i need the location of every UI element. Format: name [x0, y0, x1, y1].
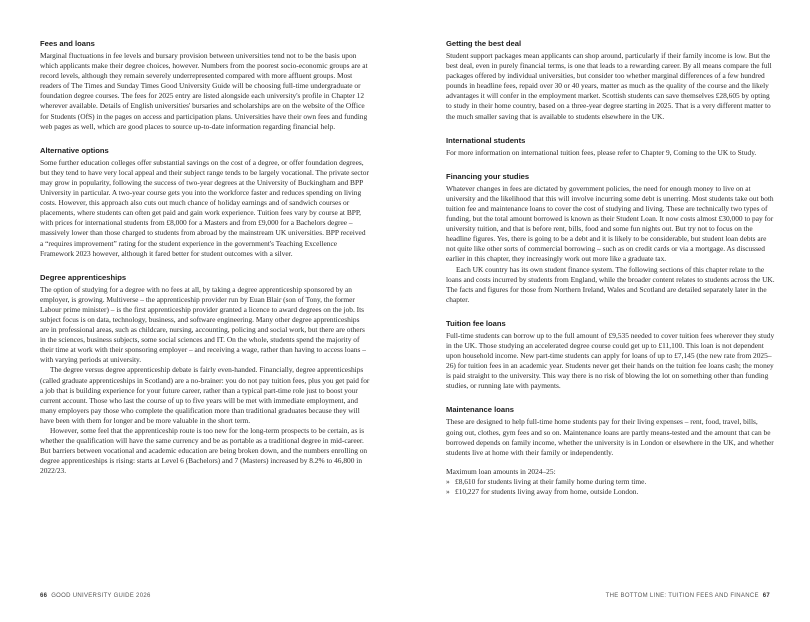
- section-financing-your-studies: [446, 171, 776, 305]
- section-getting-the-best-deal: [446, 38, 776, 122]
- section-international-students: [446, 135, 776, 158]
- bullet-marker: »: [446, 476, 450, 486]
- section-heading: Getting the best deal: [446, 39, 522, 48]
- section-degree-apprenticeships: [40, 272, 370, 477]
- running-footer: THE BOTTOM LINE: TUITION FEES AND FINANCE: [605, 593, 759, 599]
- body-paragraph: Whatever changes in fees are dictated by government policies, the need for enough money to live on at university and the likelihood that this will involve incurring some debt is unerring. Most students take out both tuition fee and maintenance loans to cover the cost of studying and living. These are technically two types of funding, but the total amount borrowed is known as their Student Loan. It now costs almost £30,000 to pay for university tuition, and that is before rent, bills, food and some fun nights out. But try not to focus on the headline figures. Yes, there is going to be a debt and it is likely to be considerable, but student loan debts are not quite like other sorts of commercial borrowing – such as on credit cards or via a mortgage. As discussed earlier in this chapter, they increasingly work out more like a graduate tax.: [446, 183, 774, 264]
- body-paragraph: Marginal fluctuations in fee levels and bursary provision between universities tend not to be the basis upon which applicants make their degree choices, however. Numbers from the poorest socio-economic groups are at record levels, although they remain severely underrepresented compared with more affluent groups. Most readers of The Times and Sunday Times Good University Guide will be choosing full-time undergraduate or foundation degree courses. The fees for 2025 entry are listed alongside each university's profile in Chapter 12 wherever available. Details of English universities' bursaries and scholarships are on the website of the Office for Students (OfS) in the pages on access and participation plans. Universities have their own fees and funding web pages as well, which are good places to source up-to-date information regarding financial help.: [40, 51, 368, 131]
- list-intro: Maximum loan amounts in 2024–25:: [446, 466, 556, 476]
- body-paragraph: For more information on international tuition fees, please refer to Chapter 9, Coming to the UK to Study.: [446, 147, 757, 157]
- body-paragraph: Student support packages mean applicants can shop around, particularly if their family income is low. But the best deal, even in purely financial terms, is one that leads to a rewarding career. By all means compare the full packages offered by individual universities, but consider too whether marginal differences of a few hundred pounds in headline fees, repaid over 30 or 40 years, matter as much as the quality of the course and the likely advantages it will confer in the employment market. Scottish students can save themselves £28,605 by opting to study in their home country, based on a three-year degree starting in 2025. That is a very different matter to the much smaller saving that is available to students elsewhere in the UK.: [446, 51, 772, 121]
- bullet-marker: »: [446, 487, 450, 496]
- list-item: [446, 487, 776, 497]
- list-item: [446, 477, 776, 487]
- section-heading: Alternative options: [40, 145, 109, 155]
- body-paragraph: Full-time students can borrow up to the full amount of £9,535 needed to cover tuition fees wherever they study in the UK. Those studying an accelerated degree course could get up to £11,100. This loan is not dependent upon household income. New part-time students can apply for loans of up to £7,145 (the new rate from 2025–26) for tuition fees in an academic year. Students never get their hands on the tuition fee loans cash; the money is paid straight to the university. This way there is no risk of blowing the lot on something other than funding studies, or running late with payments.: [446, 330, 775, 391]
- section-alternative-options: [40, 145, 370, 259]
- section-tuition-fee-loans: [446, 318, 776, 392]
- page-number: 66: [40, 593, 48, 599]
- right-footer: [606, 593, 770, 599]
- body-paragraph: The option of studying for a degree with no fees at all, by taking a degree apprenticeship sponsored by an employer, is growing. Multiverse – the apprenticeship provider run by Euan Blair (son of Tony, the former Labour prime minister) – is the first apprenticeship provider granted a licence to award degrees on the job. Its subject focus is on data, technology, business, and software engineering. Many other degree apprenticeships are in professional areas, such as childcare, nursing, accounting, policing and social work, but there are others in the sciences, business subjects, some social sciences and IT. On the whole, students spend the majority of their time at work with their sponsoring employer – and receiving a wage, rather than having to access loans – with varying periods at university.: [40, 284, 366, 365]
- body-paragraph: Each UK country has its own student finance system. The following sections of this chapter relate to the loans and costs incurred by students from England, while the broader content relates to students across the UK. The facts and figures for those from Northern Ireland, Wales and Scotland are detailed separately later in the chapter.: [446, 264, 775, 304]
- section-heading: Maintenance loans: [446, 405, 514, 415]
- left-page: [40, 38, 370, 489]
- section-heading: Degree apprenticeships: [40, 272, 127, 282]
- section-maintenance-loans: [446, 404, 776, 497]
- section-heading: Financing your studies: [446, 171, 530, 181]
- section-heading: Tuition fee loans: [446, 318, 506, 328]
- section-heading: International students: [446, 135, 526, 145]
- right-page: [446, 38, 776, 510]
- body-paragraph: However, some feel that the apprenticeship route is too new for the long-term prospects to be certain, as is whether the qualification will have the same currency and be as portable as a traditional degree in mid-career. But barriers between vocational and academic education are being broken down, and the numbers enrolling on degree apprenticeships is rising: starts at Level 6 (Bachelors) and 7 (Masters) increased by 8.2% to 46,800 in 2022/23.: [40, 426, 368, 476]
- body-paragraph: Some further education colleges offer substantial savings on the cost of a degree, or offer foundation degrees, but they tend to have very local appeal and their subject range tends to be largely vocational. The private sector may grow in popularity, following the success of two-year degrees at the University of Buckingham and BPP University in particular. A two-year course gets you into the workforce faster and reduces spending on living costs. However, this approach also cuts out much chance of holiday earnings and of sandwich courses or placements, where students can often get paid and gain work experience. Tuition fees vary by course at BPP, with prices for international students from £8,000 for a Masters and from £9,000 for a Bachelors degree – massively lower than those charged to students from abroad by the mainstream UK universities. BPP received a “requires improvement” rating for the student experience in the government's Teaching Excellence Framework 2023 however, although it fared better for student outcomes with a silver.: [40, 157, 369, 258]
- list-item-text: £8,610 for students living at their family home during term time.: [455, 476, 647, 486]
- list-item-text: £10,227 for students living away from home, outside London.: [455, 487, 639, 496]
- body-paragraph: The degree versus degree apprenticeship debate is fairly even-handed. Financially, degree apprenticeships (called graduate apprenticeships in Scotland) are a no-brainer: you do not pay tuition fees, plus you get paid for a job that is building experience for your future career, rather than a typical part-time role just to boost your current account. Those who last the course of up to five years will be met with immediate employment, and many employers pay those who complete the qualification more than traditional graduates because they will have been with them for longer and be more valuable in the short term.: [40, 365, 370, 425]
- page-number: 67: [762, 593, 770, 599]
- section-fees-and-loans: [40, 38, 370, 132]
- left-footer: [40, 593, 151, 599]
- running-footer: GOOD UNIVERSITY GUIDE 2026: [51, 593, 151, 599]
- loan-amounts-list: [446, 477, 776, 497]
- body-paragraph: These are designed to help full-time home students pay for their living expenses – rent, food, travel, bills, going out, clothes, gym fees and so on. Maintenance loans are partly means-tested and the amount that can be borrowed depends on family income, whether the university is in London or elsewhere in the UK, and whether students live at home with their family or independently.: [446, 417, 774, 457]
- section-heading: Fees and loans: [40, 39, 95, 48]
